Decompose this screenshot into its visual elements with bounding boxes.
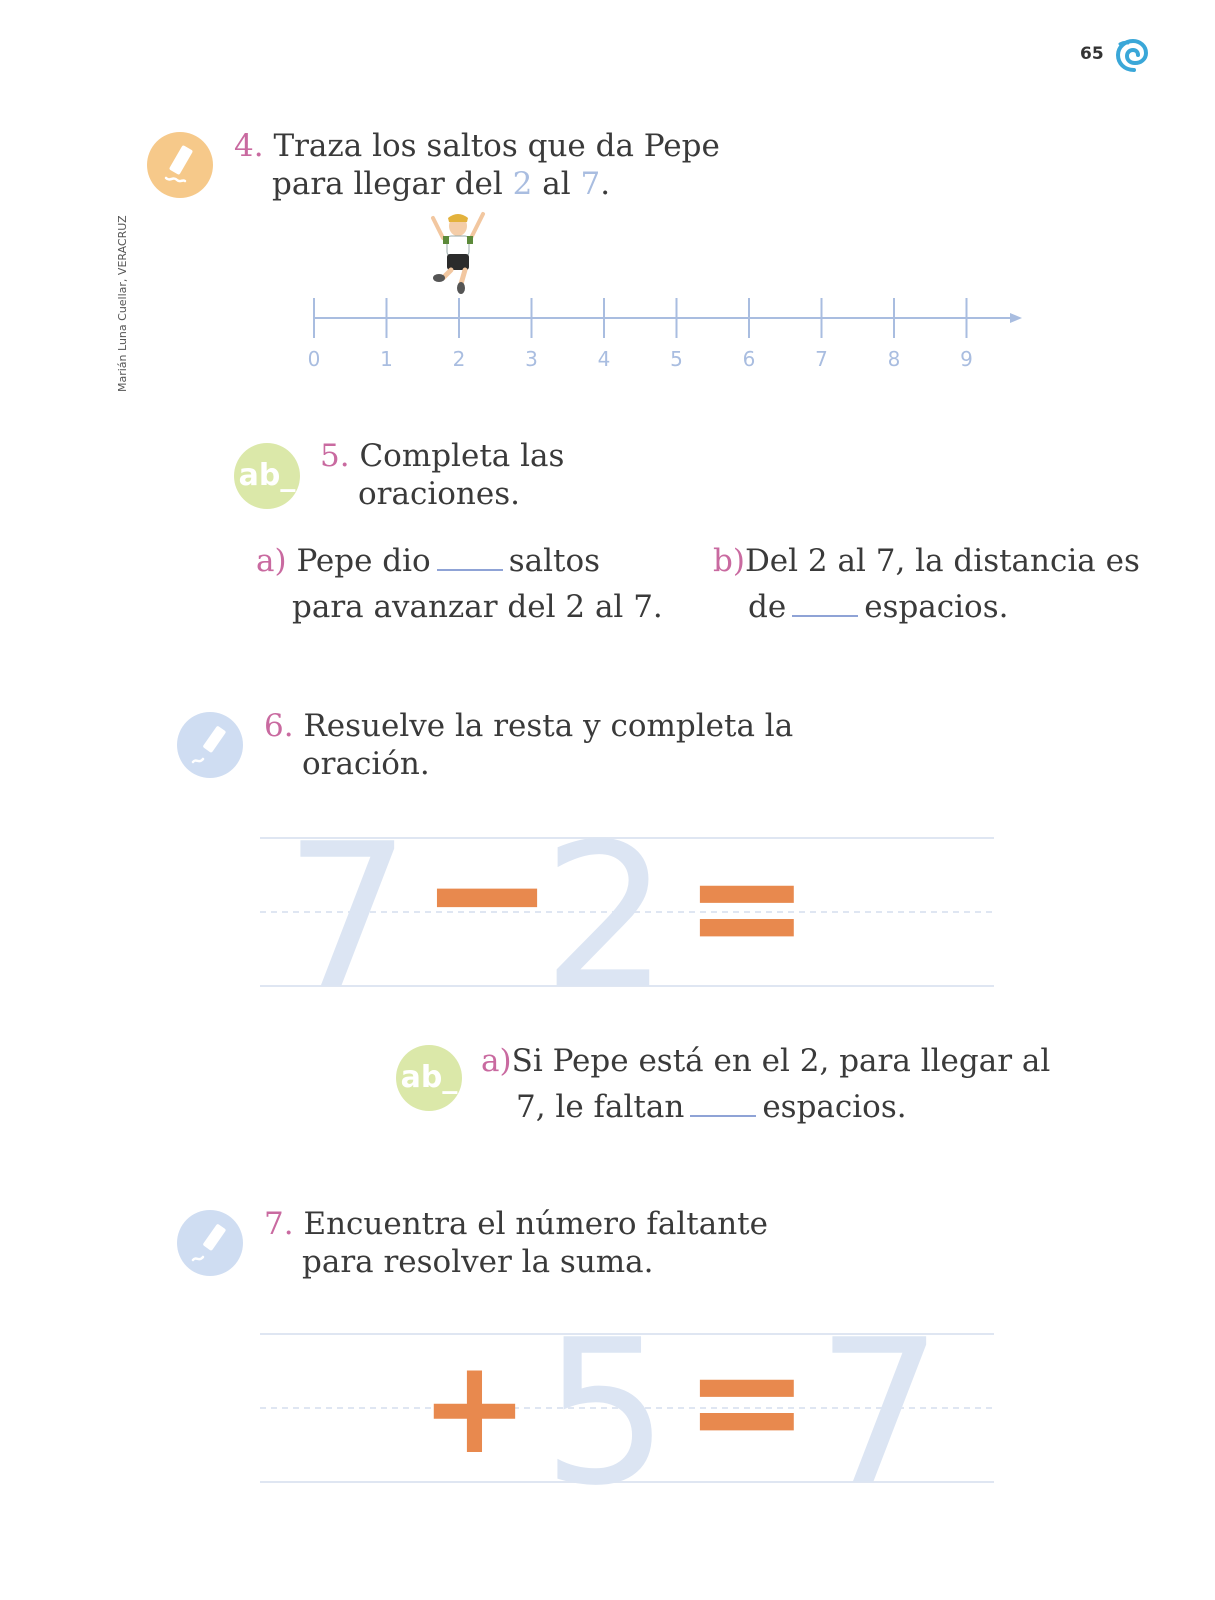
prompt-line: Completa las — [359, 438, 565, 474]
tick-label: 5 — [670, 347, 683, 371]
prompt-line: para resolver la suma. — [302, 1244, 654, 1280]
equals-sign: = — [684, 830, 810, 994]
traceable-digit[interactable]: 7 — [284, 830, 412, 995]
equals-sign: = — [684, 1326, 810, 1488]
page-number: 65 — [1080, 44, 1104, 64]
prompt-line: Traza los saltos que da Pepe — [273, 128, 720, 164]
illustration-credit: Marián Luna Cuellar, VERACRUZ — [116, 215, 129, 392]
swirl-icon — [1114, 36, 1154, 76]
exercise-6-prompt — [264, 707, 793, 783]
arrow-icon — [1010, 313, 1022, 323]
tick-label: 0 — [307, 347, 321, 371]
subtraction-equation[interactable] — [260, 830, 996, 995]
prompt-line: oraciones. — [358, 476, 520, 512]
exercise-number: 7. — [264, 1206, 294, 1242]
traceable-digit[interactable]: 7 — [816, 1326, 944, 1491]
pencil-icon — [147, 132, 213, 198]
prompt-text: . — [600, 166, 611, 202]
minus-sign: − — [420, 830, 555, 986]
sentence-a — [256, 538, 663, 630]
sentence-6a — [481, 1038, 1050, 1130]
number-line — [290, 290, 1030, 380]
tick-label: 3 — [525, 347, 538, 371]
plus-sign: + — [420, 1331, 529, 1483]
prompt-line: Resuelve la resta y completa la — [303, 708, 794, 744]
answer-blank[interactable] — [792, 589, 858, 617]
exercise-number: 6. — [264, 708, 294, 744]
sentence-text: Pepe dio — [296, 543, 431, 579]
tick-label: 2 — [452, 347, 466, 371]
prompt-line: oración. — [302, 746, 430, 782]
tick-label: 4 — [597, 347, 611, 371]
exercise-number: 4. — [234, 128, 264, 164]
end-number: 7 — [580, 166, 601, 202]
sentence-text: para avanzar del 2 al 7. — [292, 589, 663, 625]
jumping-boy-icon — [425, 208, 491, 298]
tick-label: 6 — [742, 347, 756, 371]
pencil-icon — [177, 712, 243, 778]
sentence-text: Del 2 al 7, la distancia es — [744, 543, 1140, 579]
sentence-text: de — [748, 589, 787, 625]
sentence-text: espacios. — [864, 589, 1009, 625]
tick-label: 8 — [887, 347, 901, 371]
sentence-text: espacios. — [762, 1089, 907, 1125]
prompt-line: Encuentra el número faltante — [303, 1206, 768, 1242]
item-letter: a) — [481, 1043, 512, 1079]
tick-label: 9 — [960, 347, 973, 371]
ab-blank-icon: ab_ — [234, 443, 300, 509]
sentence-text: Si Pepe está en el 2 — [511, 1043, 820, 1079]
exercise-number: 5. — [320, 438, 350, 474]
start-number: 2 — [512, 166, 533, 202]
prompt-text: para llegar del — [272, 166, 503, 202]
exercise-7-prompt — [264, 1205, 768, 1281]
answer-blank[interactable] — [690, 1089, 756, 1117]
ab-blank-icon: ab_ — [396, 1045, 462, 1111]
missing-number-space[interactable] — [290, 1340, 400, 1480]
item-letter: b) — [713, 543, 745, 579]
exercise-5-prompt — [320, 437, 564, 513]
answer-blank[interactable] — [437, 543, 503, 571]
tick-label: 7 — [815, 347, 828, 371]
exercise-4-prompt — [234, 127, 720, 203]
sentence-text: 7, le faltan — [516, 1089, 685, 1125]
addition-equation[interactable] — [260, 1326, 996, 1491]
tick-label: 1 — [380, 347, 393, 371]
sentence-text: saltos — [508, 543, 601, 579]
sentence-text: , para llegar al — [819, 1043, 1051, 1079]
pencil-icon — [177, 1210, 243, 1276]
sentence-b — [713, 538, 1140, 630]
item-letter: a) — [256, 543, 287, 579]
prompt-text: al — [542, 166, 571, 202]
traceable-digit[interactable]: 5 — [542, 1326, 670, 1491]
traceable-digit[interactable]: 2 — [542, 830, 670, 995]
